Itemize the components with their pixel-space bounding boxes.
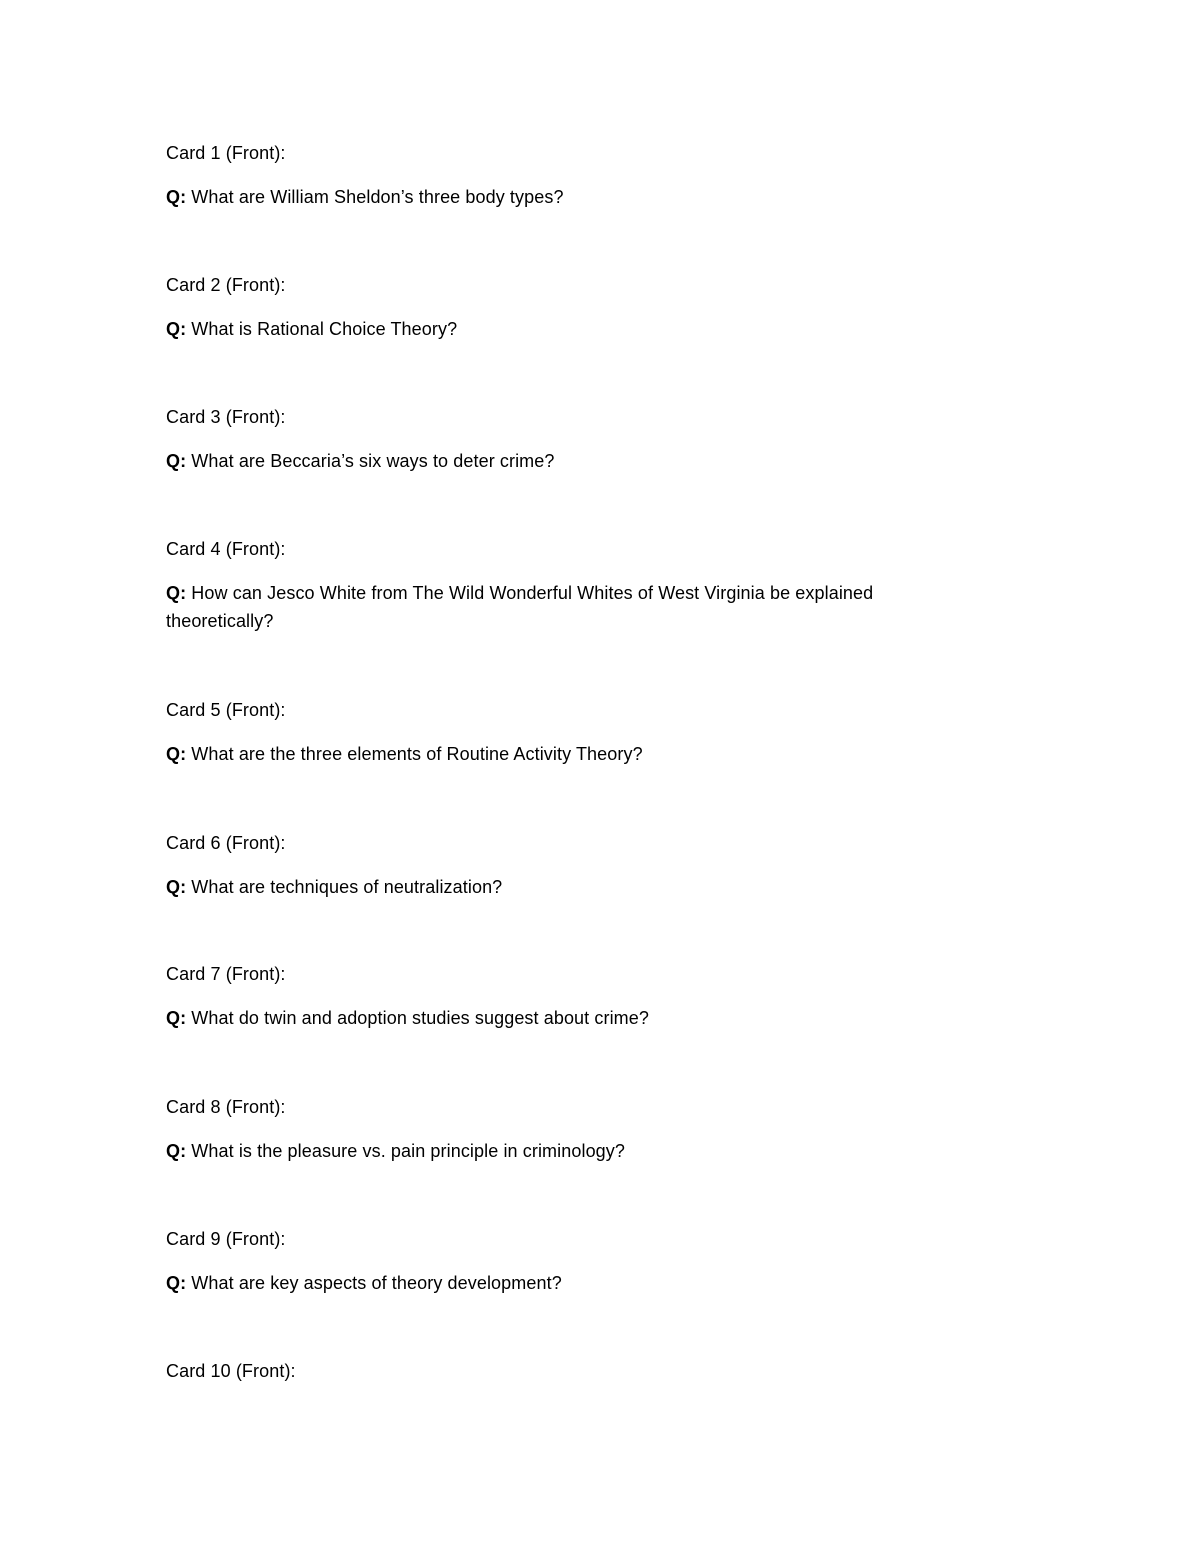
- card-2-heading: Card 2 (Front):: [166, 275, 286, 295]
- question-text: What are William Sheldon’s three body types?: [186, 187, 564, 207]
- question-text: What do twin and adoption studies suggest about crime?: [186, 1008, 649, 1028]
- question-label: Q:: [166, 877, 187, 897]
- card-5-question: [166, 740, 956, 768]
- card-8-heading: Card 8 (Front):: [166, 1097, 286, 1117]
- card-8-question: [166, 1137, 956, 1165]
- question-text: What are Beccaria’s six ways to deter crime?: [186, 451, 555, 471]
- question-label: Q:: [166, 319, 187, 339]
- card-1-question: [166, 183, 956, 211]
- card-4-question: [166, 579, 956, 635]
- question-text: What are the three elements of Routine Activity Theory?: [186, 744, 643, 764]
- card-5-heading: Card 5 (Front):: [166, 700, 286, 720]
- card-7-question: [166, 1004, 956, 1032]
- question-text: What is the pleasure vs. pain principle in criminology?: [186, 1141, 626, 1161]
- card-2-question: [166, 315, 956, 343]
- card-6-question: [166, 873, 956, 901]
- card-4-heading: Card 4 (Front):: [166, 539, 286, 559]
- question-label: Q:: [166, 1141, 187, 1161]
- card-1-heading: Card 1 (Front):: [166, 143, 286, 163]
- question-label: Q:: [166, 1273, 187, 1293]
- card-3-heading: Card 3 (Front):: [166, 407, 286, 427]
- question-label: Q:: [166, 451, 187, 471]
- question-label: Q:: [166, 744, 187, 764]
- question-text: What are key aspects of theory development?: [186, 1273, 562, 1293]
- question-label: Q:: [166, 187, 187, 207]
- card-9-heading: Card 9 (Front):: [166, 1229, 286, 1249]
- question-label: Q:: [166, 583, 187, 603]
- question-label: Q:: [166, 1008, 187, 1028]
- card-10-heading: Card 10 (Front):: [166, 1361, 296, 1381]
- question-text: What is Rational Choice Theory?: [186, 319, 458, 339]
- card-7-heading: Card 7 (Front):: [166, 964, 286, 984]
- question-text: What are techniques of neutralization?: [186, 877, 503, 897]
- card-3-question: [166, 447, 956, 475]
- card-9-question: [166, 1269, 956, 1297]
- card-6-heading: Card 6 (Front):: [166, 833, 286, 853]
- question-text: How can Jesco White from The Wild Wonderful Whites of West Virginia be explained theoretically?: [166, 583, 874, 631]
